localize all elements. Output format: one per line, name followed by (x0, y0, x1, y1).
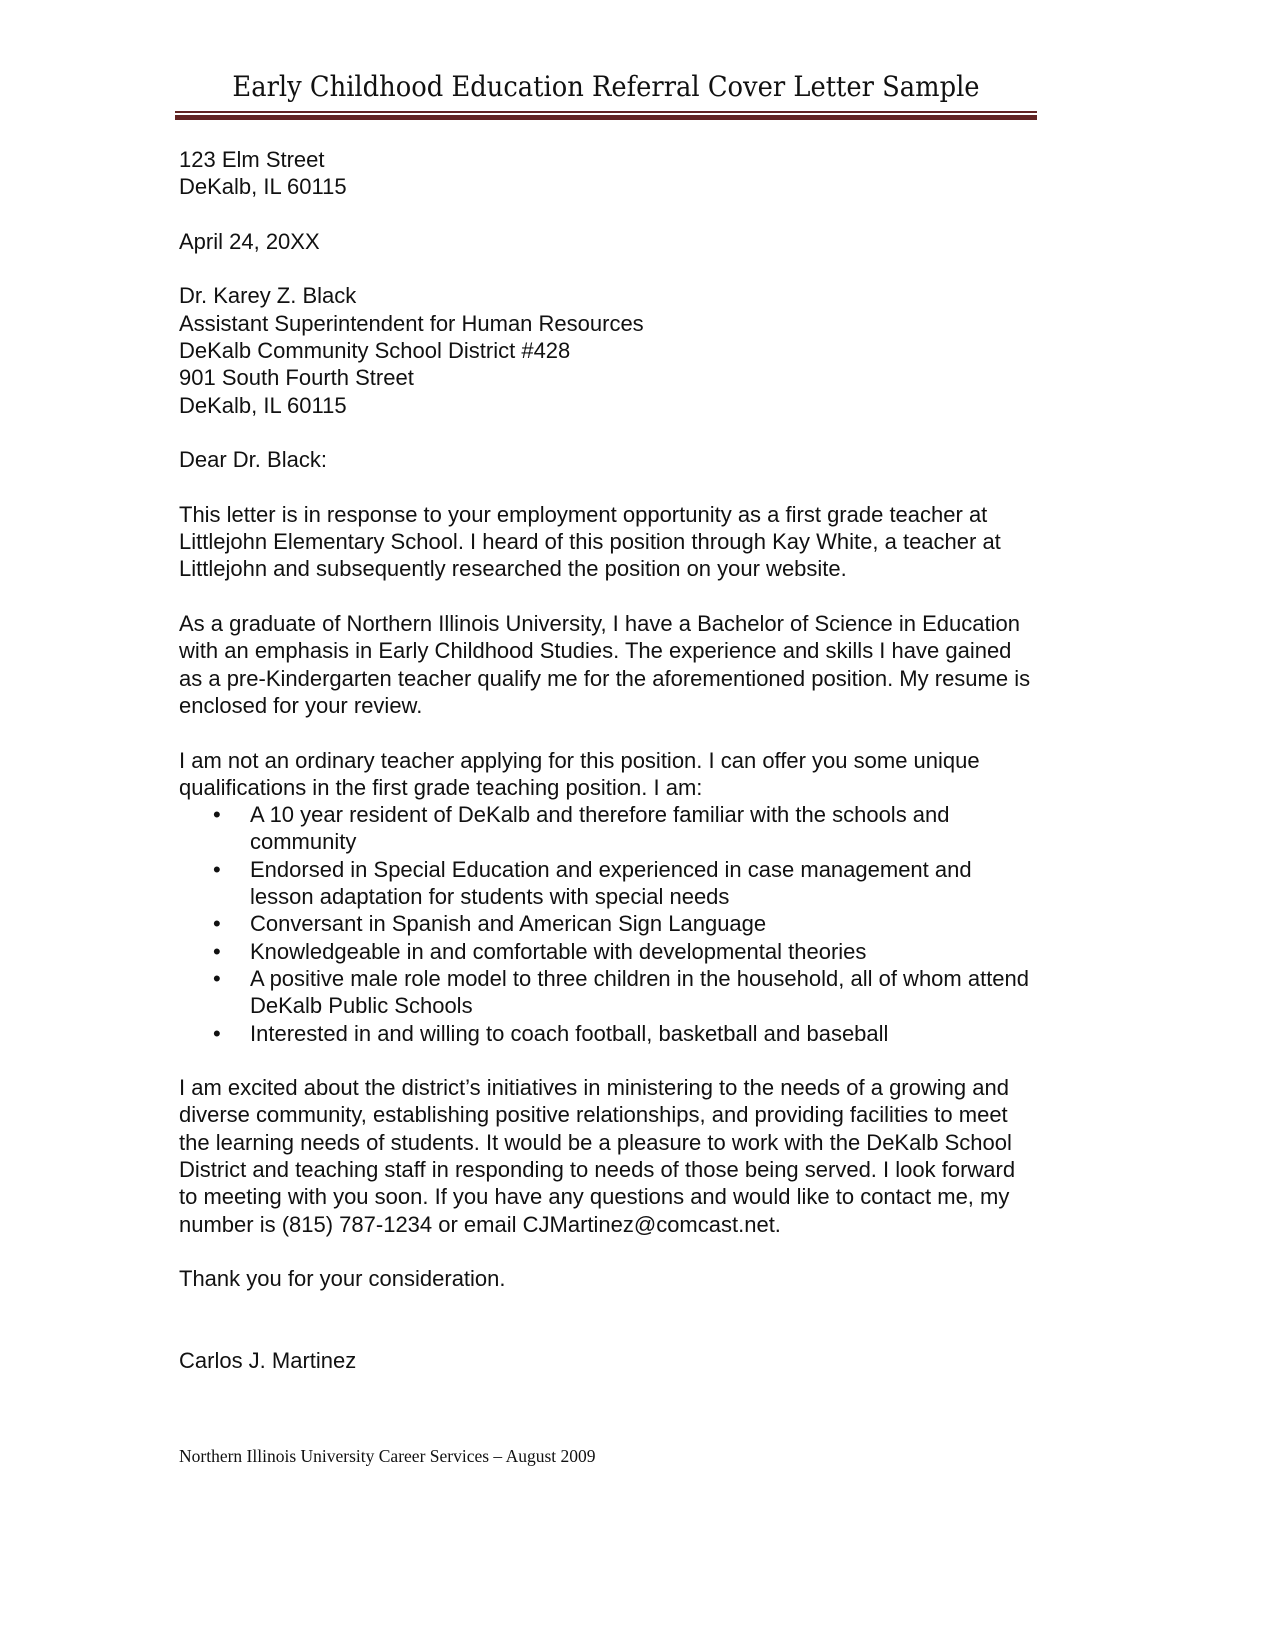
list-item-text: Interested in and willing to coach football, basketball and baseball (250, 1020, 889, 1046)
bullet-icon: • (213, 802, 221, 828)
list-item (179, 965, 1039, 1020)
bullet-icon: • (213, 965, 221, 991)
letter-body (179, 146, 1039, 1402)
recipient-line: DeKalb, IL 60115 (179, 392, 347, 418)
paragraph: I am excited about the district’s initiatives in ministering to the needs of a growing and diverse community, establishing positive relationships, and providing facilities to meet the learning needs of students. It would be a pleasure to work with the DeKalb School District and teaching staff in responding to needs of those being served. I look forward to meeting with you soon. If you have any questions and would like to contact me, my number is (815) 787-1234 or email CJMartinez@comcast.net. (179, 1075, 1016, 1237)
page-title: Early Childhood Education Referral Cover Letter Sample (232, 70, 980, 103)
list-item (179, 801, 1039, 856)
qualifications-list (179, 801, 1039, 1047)
date: April 24, 20XX (179, 228, 320, 254)
bullet-icon: • (213, 856, 221, 882)
list-item-text: Conversant in Spanish and American Sign Language (250, 911, 767, 937)
list-item-text: Knowledgeable in and comfortable with developmental theories (250, 938, 867, 964)
sender-address (179, 146, 1039, 201)
list-item (179, 1020, 1039, 1047)
bullet-icon: • (213, 911, 221, 937)
recipient-line: 901 South Fourth Street (179, 365, 414, 391)
title-rule-thin (175, 111, 1037, 113)
recipient-line: Assistant Superintendent for Human Resources (179, 310, 644, 336)
list-item (179, 938, 1039, 965)
paragraph: This letter is in response to your employment opportunity as a first grade teacher at Littlejohn Elementary School. I heard of this position through Kay White, a teacher at Littlejohn and subsequently researched the position on your website. (179, 501, 1001, 582)
list-item (179, 856, 1039, 911)
signature: Carlos J. Martinez (179, 1348, 357, 1374)
bullet-icon: • (213, 1020, 221, 1046)
title-rule-thick (175, 115, 1037, 120)
bullet-icon: • (213, 938, 221, 964)
paragraph: I am not an ordinary teacher applying for this position. I can offer you some unique qualifications in the first grade teaching position. I am: (179, 747, 980, 800)
closing: Thank you for your consideration. (179, 1266, 506, 1292)
recipient-line: Dr. Karey Z. Black (179, 283, 357, 309)
footer: Northern Illinois University Career Services – August 2009 (179, 1446, 596, 1466)
address-line: DeKalb, IL 60115 (179, 174, 347, 200)
address-line: 123 Elm Street (179, 147, 325, 172)
salutation: Dear Dr. Black: (179, 447, 327, 473)
recipient-address (179, 282, 1039, 418)
paragraph: As a graduate of Northern Illinois University, I have a Bachelor of Science in Education with an emphasis in Early Childhood Studies. The experience and skills I have gained as a pre-Kindergarten teacher qualify me for the aforementioned position. My resume is enclosed for your review. (179, 611, 1031, 718)
list-item-text: A 10 year resident of DeKalb and therefore familiar with the schools and community (250, 802, 950, 855)
list-item (179, 910, 1039, 937)
list-item-text: Endorsed in Special Education and experienced in case management and lesson adaptation for students with special needs (250, 856, 972, 910)
recipient-line: DeKalb Community School District #428 (179, 338, 571, 364)
list-item-text: A positive male role model to three children in the household, all of whom attend DeKalb Public Schools (250, 965, 1030, 1019)
